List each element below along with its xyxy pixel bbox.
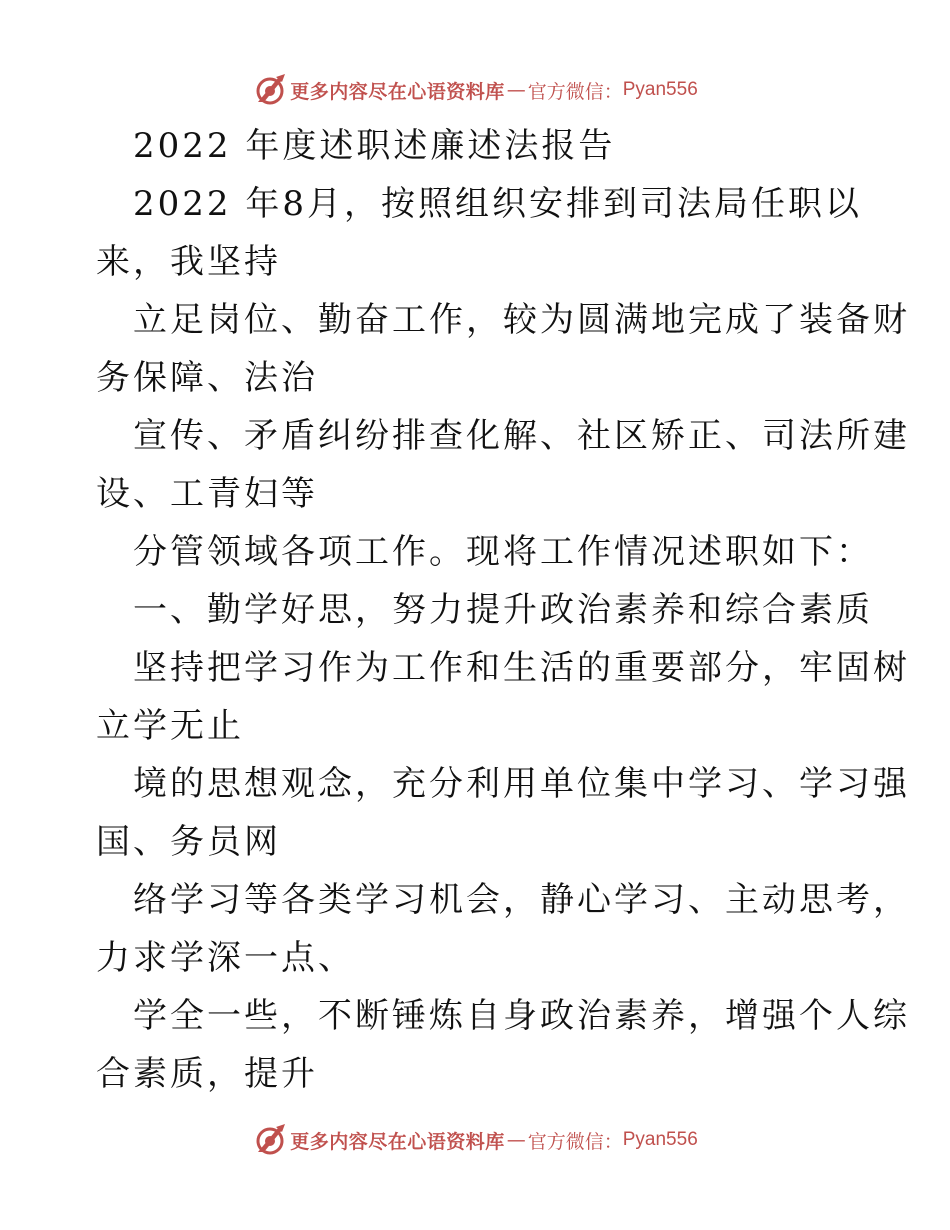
header-watermark-banner xyxy=(0,70,950,110)
paragraph-line: 立足岗位、勤奋工作，较为圆满地完成了装备财 xyxy=(133,300,910,340)
paragraph-line: 设、工青妇等 xyxy=(96,474,318,514)
banner-main-text: 更多内容尽在心语资料库 xyxy=(290,80,505,103)
quill-logo-icon xyxy=(252,72,288,108)
paragraph-line: 国、务员网 xyxy=(96,822,281,862)
banner-wechat-label: 官方微信： xyxy=(527,80,623,103)
section-heading: 一、勤学好思，努力提升政治素养和综合素质 xyxy=(133,590,873,630)
footer-watermark-banner xyxy=(0,1120,950,1160)
paragraph-line: 力求学深一点、 xyxy=(96,938,355,978)
paragraph-line: 境的思想观念，充分利用单位集中学习、学习强 xyxy=(133,764,910,804)
paragraph-line: 立学无止 xyxy=(96,706,244,746)
banner-separator: — xyxy=(506,1129,526,1151)
banner-separator: — xyxy=(506,79,526,101)
paragraph-line: 合素质，提升 xyxy=(96,1054,318,1094)
paragraph-line: 坚持把学习作为工作和生活的重要部分，牢固树 xyxy=(133,648,910,688)
paragraph-line: 络学习等各类学习机会，静心学习、主动思考， xyxy=(133,880,910,920)
paragraph-line: 宣传、矛盾纠纷排查化解、社区矫正、司法所建 xyxy=(133,416,910,456)
paragraph-line: 务保障、法治 xyxy=(96,358,318,398)
paragraph-line: 来，我坚持 xyxy=(96,242,281,282)
banner-wechat-id: Pyan556 xyxy=(622,1129,698,1150)
banner-wechat-id: Pyan556 xyxy=(622,79,698,100)
quill-logo-icon xyxy=(252,1122,288,1158)
paragraph-line: 2022 年8月，按照组织安排到司法局任职以 xyxy=(133,184,862,224)
banner-wechat-label: 官方微信： xyxy=(527,1130,623,1153)
banner-main-text: 更多内容尽在心语资料库 xyxy=(290,1130,505,1153)
paragraph-line: 学全一些，不断锤炼自身政治素养，增强个人综 xyxy=(133,996,910,1036)
paragraph-line: 分管领域各项工作。现将工作情况述职如下： xyxy=(133,532,873,572)
document-title: 2022 年度述职述廉述法报告 xyxy=(133,126,616,166)
